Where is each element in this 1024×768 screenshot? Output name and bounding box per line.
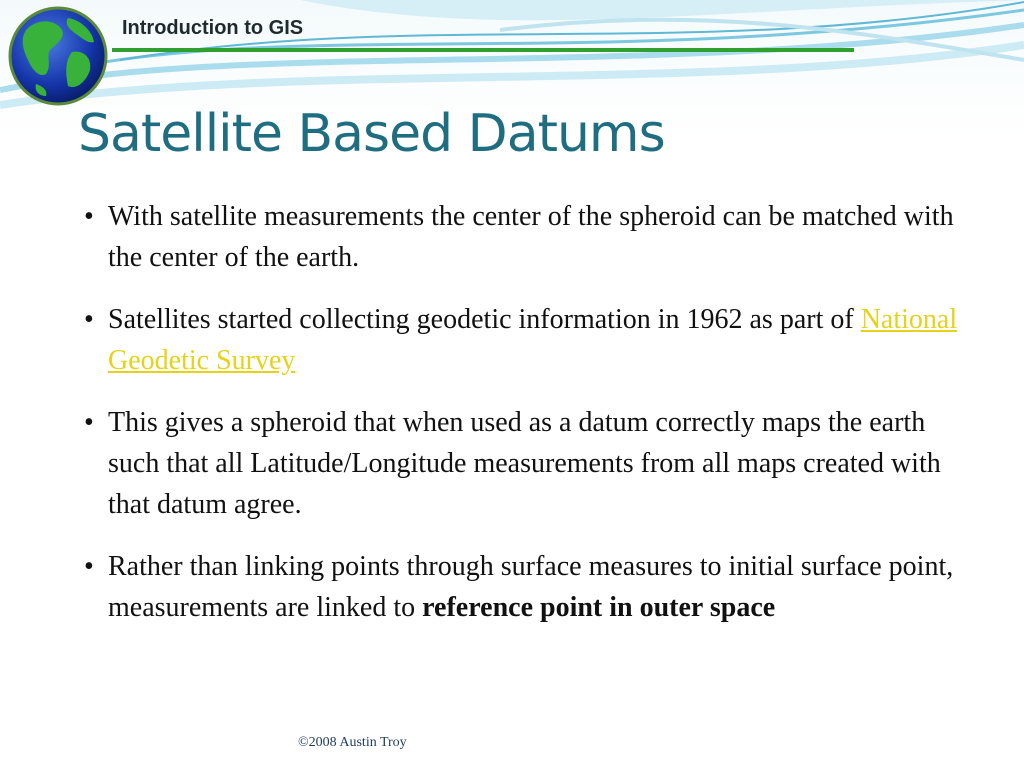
national-geodetic-survey-link[interactable]: National Geodetic Survey [108,304,958,376]
slide-title: Satellite Based Datums [78,104,665,164]
bullet-text: Satellites started collecting geodetic information in 1962 as part of [108,304,861,335]
bullet-text: This gives a spheroid that when used as a datum correctly maps the earth such that all Latitude/Longitude measurements from all maps created with that datum agree. [108,407,941,520]
bullet-dot: • [84,201,94,232]
bullet-dot: • [84,551,94,582]
bullet-item [84,546,964,628]
bullet-dot: • [84,407,94,438]
bullet-item [84,196,964,278]
header-rule [112,48,854,52]
globe-icon [6,4,110,108]
bullet-list [84,196,964,649]
header-title: Introduction to GIS [122,17,304,39]
footer-copyright: ©2008 Austin Troy [298,735,407,750]
bullet-text: Rather than linking points through surface measures to initial surface point, measurements are linked to [108,551,954,623]
bullet-text: With satellite measurements the center of the spheroid can be matched with the center of the earth. [108,201,954,273]
bullet-bold-text: reference point in outer space [422,592,776,623]
bullet-item [84,299,964,381]
bullet-dot: • [84,304,94,335]
bullet-item [84,402,964,525]
